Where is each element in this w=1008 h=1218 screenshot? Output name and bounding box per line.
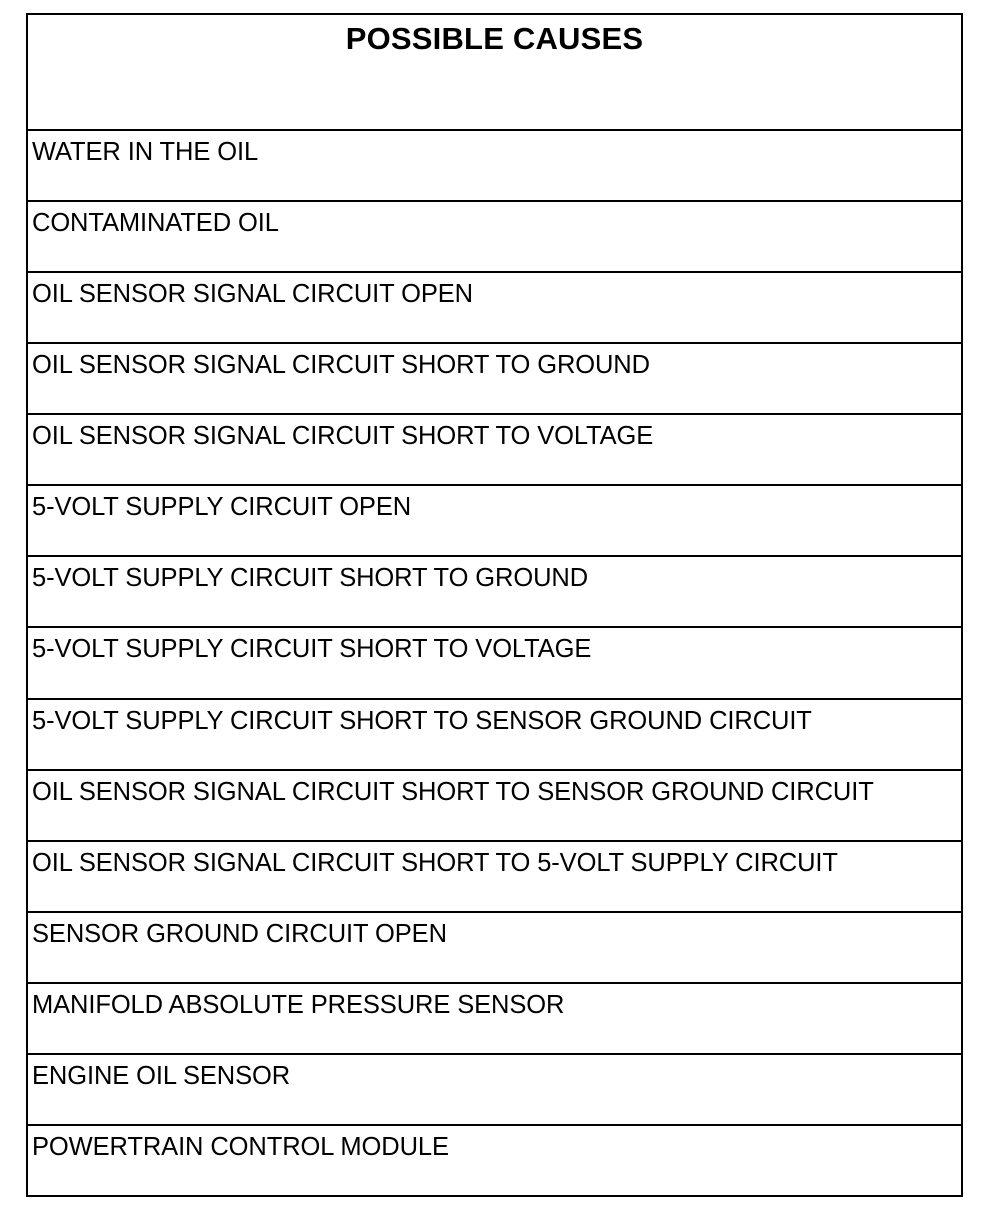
table-row xyxy=(28,131,961,202)
cause-text: 5-VOLT SUPPLY CIRCUIT SHORT TO VOLTAGE xyxy=(32,635,592,664)
cause-text: ENGINE OIL SENSOR xyxy=(32,1061,291,1090)
table-row xyxy=(28,771,961,842)
table-row xyxy=(28,202,961,273)
cause-text: 5-VOLT SUPPLY CIRCUIT SHORT TO SENSOR GROUND CIRCUIT xyxy=(32,706,812,735)
table-row xyxy=(28,628,961,699)
table-row xyxy=(28,1055,961,1126)
cause-text: POWERTRAIN CONTROL MODULE xyxy=(32,1132,449,1161)
table-row xyxy=(28,913,961,984)
table-header-row xyxy=(28,15,961,131)
cause-text: OIL SENSOR SIGNAL CIRCUIT SHORT TO 5-VOLT SUPPLY CIRCUIT xyxy=(32,848,838,877)
cause-text: OIL SENSOR SIGNAL CIRCUIT SHORT TO GROUND xyxy=(32,351,650,380)
cause-text: 5-VOLT SUPPLY CIRCUIT OPEN xyxy=(32,493,412,522)
possible-causes-table xyxy=(26,13,963,1197)
cause-text: OIL SENSOR SIGNAL CIRCUIT SHORT TO SENSOR GROUND CIRCUIT xyxy=(32,777,874,806)
table-header-title: POSSIBLE CAUSES xyxy=(345,21,644,56)
table-row xyxy=(28,842,961,913)
cause-text: MANIFOLD ABSOLUTE PRESSURE SENSOR xyxy=(32,990,565,1019)
cause-text: CONTAMINATED OIL xyxy=(32,209,279,238)
table-row xyxy=(28,273,961,344)
table-row xyxy=(28,415,961,486)
table-row xyxy=(28,486,961,557)
table-row xyxy=(28,344,961,415)
cause-text: OIL SENSOR SIGNAL CIRCUIT SHORT TO VOLTAGE xyxy=(32,422,654,451)
cause-text: 5-VOLT SUPPLY CIRCUIT SHORT TO GROUND xyxy=(32,564,589,593)
table-row xyxy=(28,700,961,771)
cause-text: SENSOR GROUND CIRCUIT OPEN xyxy=(32,919,447,948)
cause-text: WATER IN THE OIL xyxy=(32,138,259,166)
cause-text: OIL SENSOR SIGNAL CIRCUIT OPEN xyxy=(32,280,473,309)
table-row xyxy=(28,1126,961,1195)
table-row xyxy=(28,984,961,1055)
table-row xyxy=(28,557,961,628)
cause-list xyxy=(28,131,961,1195)
